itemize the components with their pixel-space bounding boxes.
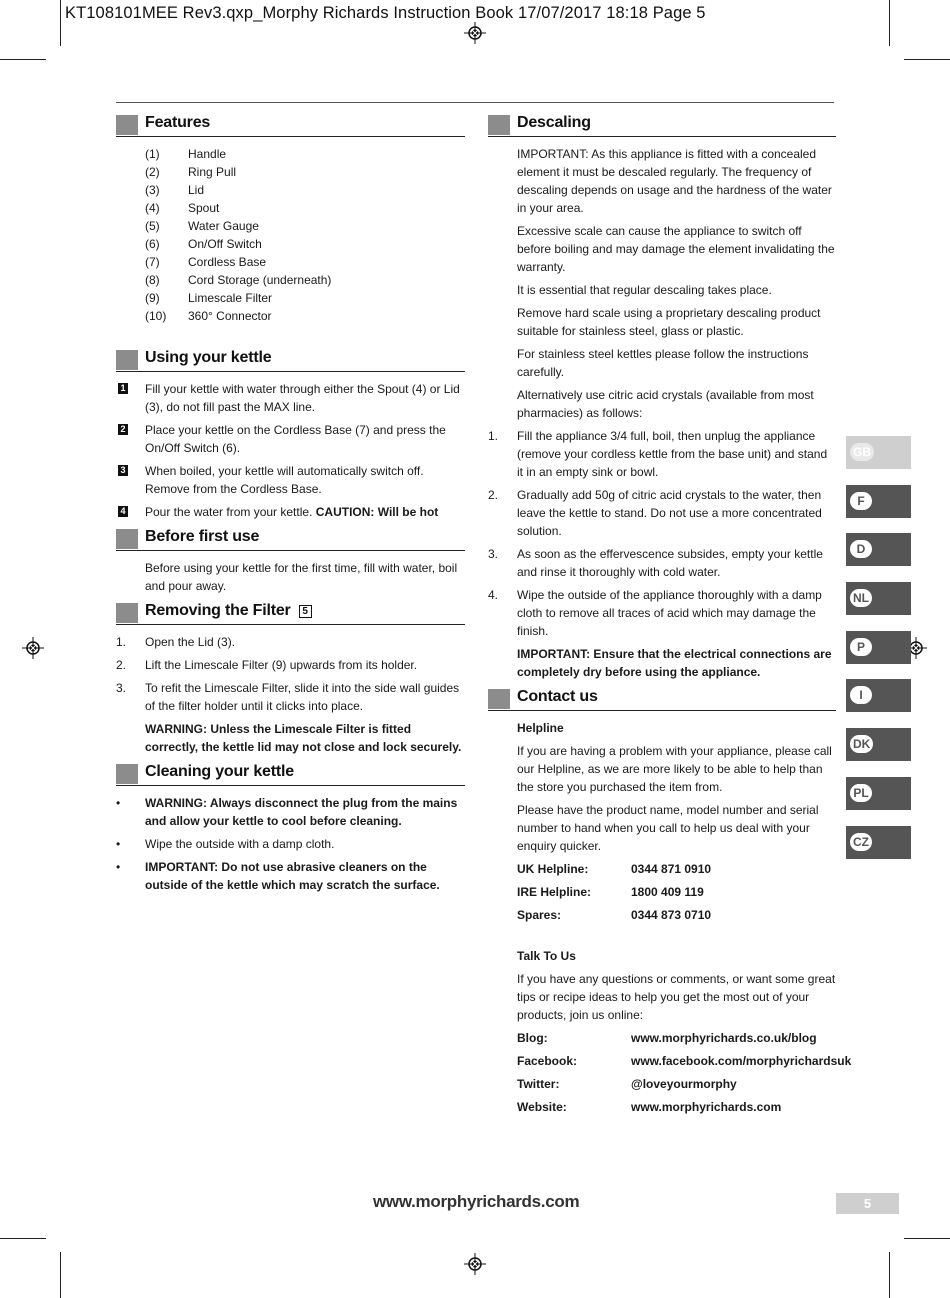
language-tab-label: F	[850, 492, 872, 510]
heading-bar	[116, 115, 138, 135]
feature-label: Water Gauge	[188, 219, 259, 233]
descaling-paragraph: Remove hard scale using a proprietary descaling product suitable for stainless steel, glass or plastic.	[517, 306, 821, 338]
feature-item	[116, 307, 465, 325]
section-heading	[488, 686, 836, 711]
helpline-text-2: Please have the product name, model number and serial number to hand when you call to help us deal with your enquiry quicker.	[517, 803, 819, 853]
step-text: Gradually add 50g of citric acid crystals to the water, then leave the kettle to stand. Do not use a more concentrated solution.	[517, 488, 822, 538]
feature-label: Lid	[188, 183, 205, 197]
language-tab-label: NL	[850, 589, 872, 607]
feature-item	[116, 163, 465, 181]
crop-mark	[889, 1252, 890, 1298]
heading-bar	[116, 764, 138, 784]
step-number: 1.	[488, 429, 499, 443]
contact-row	[488, 860, 836, 878]
language-tab-f[interactable]	[846, 485, 911, 518]
section-title: Descaling	[517, 114, 591, 131]
cleaning-section	[116, 761, 465, 894]
contact-label: Twitter:	[517, 1077, 560, 1091]
language-tab-d[interactable]	[846, 533, 911, 566]
helpline-heading: Helpline	[517, 721, 564, 735]
filter-section	[116, 600, 465, 756]
descaling-steps	[488, 427, 836, 640]
descaling-section	[488, 112, 836, 681]
crop-mark	[0, 59, 46, 60]
step-item	[116, 380, 465, 416]
figure-ref-badge: 5	[299, 605, 312, 618]
language-tab-nl[interactable]	[846, 582, 911, 615]
step-item	[116, 421, 465, 457]
contact-value[interactable]: www.facebook.com/morphyrichardsuk	[631, 1054, 852, 1068]
contact-value: 0344 873 0710	[631, 908, 712, 922]
language-tab-label: CZ	[850, 833, 872, 851]
section-title: Features	[145, 114, 211, 131]
contact-value: 1800 409 119	[631, 885, 704, 899]
step-item	[116, 633, 465, 651]
step-number: 3.	[116, 681, 127, 695]
feature-number: (1)	[145, 147, 160, 161]
section-heading	[116, 112, 465, 137]
talk-text: If you have any questions or comments, or want some great tips or recipe ideas to help you get the most out of your products, join us online:	[517, 972, 836, 1022]
filter-steps	[116, 633, 465, 715]
contact-section	[488, 686, 852, 1116]
step-text: Place your kettle on the Cordless Base (7) and press the On/Off Switch (6).	[145, 423, 446, 455]
descaling-paragraph: IMPORTANT: As this appliance is fitted with a concealed element it must be descaled regularly. The frequency of descaling depends on usage and the hardness of the water in your area.	[517, 147, 832, 215]
step-item	[116, 858, 465, 894]
feature-number: (6)	[145, 237, 160, 251]
step-text: As soon as the effervescence subsides, empty your kettle and rinse it thoroughly with cold water.	[517, 547, 823, 579]
descaling-paragraph: For stainless steel kettles please follow the instructions carefully.	[517, 347, 809, 379]
step-text: When boiled, your kettle will automatically switch off. Remove from the Cordless Base.	[145, 464, 424, 496]
feature-label: Ring Pull	[188, 165, 237, 179]
language-tab-label: PL	[850, 784, 872, 802]
contact-label: IRE Helpline:	[517, 885, 592, 899]
contact-row	[488, 1052, 852, 1070]
contact-value: 0344 871 0910	[631, 862, 712, 876]
language-tab-label: GB	[850, 443, 874, 461]
feature-item	[116, 289, 465, 307]
right-column	[488, 112, 852, 1121]
language-tab-p[interactable]	[846, 631, 911, 664]
using-section	[116, 347, 465, 521]
descaling-paragraph: It is essential that regular descaling takes place.	[517, 283, 772, 297]
step-text: To refit the Limescale Filter, slide it into the side wall guides of the filter holder until it clicks into place.	[145, 681, 460, 713]
step-item	[116, 794, 465, 830]
crop-mark	[904, 59, 950, 60]
heading-bar	[488, 115, 510, 135]
feature-number: (8)	[145, 273, 160, 287]
feature-number: (2)	[145, 165, 160, 179]
step-text: IMPORTANT: Do not use abrasive cleaners on the outside of the kettle which may scratch the surface.	[145, 860, 440, 892]
cleaning-items	[116, 794, 465, 894]
descaling-paragraphs	[488, 145, 836, 422]
contact-row	[488, 906, 836, 924]
section-title: Cleaning your kettle	[145, 763, 294, 780]
step-number: 1.	[116, 635, 127, 649]
language-tab-i[interactable]	[846, 679, 911, 712]
crop-mark	[60, 0, 61, 46]
contact-value[interactable]: @loveyourmorphy	[631, 1077, 737, 1091]
step-item	[116, 679, 465, 715]
step-item	[116, 656, 465, 674]
heading-bar	[488, 689, 510, 709]
step-item	[116, 462, 465, 498]
heading-bar	[116, 529, 138, 549]
crop-mark	[60, 1252, 61, 1298]
step-number-icon: 4	[118, 506, 128, 517]
heading-bar	[116, 603, 138, 623]
language-tab-label: P	[850, 638, 872, 656]
feature-label: Cordless Base	[188, 255, 267, 269]
top-rule	[116, 102, 834, 103]
heading-bar	[116, 350, 138, 370]
step-number-icon: 1	[118, 383, 128, 394]
step-number: 3.	[488, 547, 499, 561]
language-tab-label: I	[850, 686, 872, 704]
feature-item	[116, 271, 465, 289]
feature-label: Spout	[188, 201, 220, 215]
step-item	[488, 427, 836, 481]
feature-item	[116, 145, 465, 163]
feature-label: Limescale Filter	[188, 291, 273, 305]
filter-warning: WARNING: Unless the Limescale Filter is fitted correctly, the kettle lid may not close and lock securely.	[145, 722, 462, 754]
step-text: Open the Lid (3).	[145, 635, 236, 649]
phone-list	[488, 860, 836, 924]
feature-item	[116, 199, 465, 217]
feature-label: Cord Storage (underneath)	[188, 273, 332, 287]
descaling-paragraph: Excessive scale can cause the appliance to switch off before boiling and may damage the element invalidating the warranty.	[517, 224, 835, 274]
feature-number: (10)	[145, 309, 167, 323]
section-title: Using your kettle	[145, 349, 272, 366]
section-heading	[116, 347, 465, 372]
contact-label: Blog:	[517, 1031, 548, 1045]
contact-row	[488, 1098, 836, 1116]
step-caution: CAUTION: Will be hot	[315, 505, 439, 519]
step-text: Wipe the outside with a damp cloth.	[145, 837, 335, 851]
feature-number: (7)	[145, 255, 160, 269]
talk-heading: Talk To Us	[517, 949, 576, 963]
features-section	[116, 112, 465, 325]
step-text: Fill your kettle with water through either the Spout (4) or Lid (3), do not fill past the MAX line.	[145, 382, 460, 414]
features-list	[116, 145, 465, 325]
step-number: •	[116, 860, 121, 874]
section-title	[145, 602, 312, 620]
step-item	[488, 586, 836, 640]
language-tab-dk[interactable]	[846, 728, 911, 761]
contact-label: Facebook:	[517, 1054, 578, 1068]
language-tab-pl[interactable]	[846, 777, 911, 810]
step-number: •	[116, 796, 121, 810]
step-item	[116, 835, 465, 853]
registration-mark-icon	[464, 22, 486, 44]
helpline-text: If you are having a problem with your appliance, please call our Helpline, as we are more likely to be able to help than the store you purchased the item from.	[517, 744, 832, 794]
feature-item	[116, 235, 465, 253]
contact-value[interactable]: www.morphyrichards.co.uk/blog	[631, 1031, 817, 1045]
contact-label: Spares:	[517, 908, 562, 922]
feature-number: (9)	[145, 291, 160, 305]
crop-mark	[0, 1238, 46, 1239]
print-slug-header: KT108101MEE Rev3.qxp_Morphy Richards Instruction Book 17/07/2017 18:18 Page 5	[65, 4, 706, 22]
step-number-icon: 2	[118, 424, 128, 435]
registration-mark-icon	[464, 1253, 486, 1275]
section-heading	[116, 600, 465, 625]
before-text: Before using your kettle for the first time, fill with water, boil and pour away.	[145, 561, 458, 593]
language-tab-label: DK	[850, 735, 873, 753]
language-tabs	[846, 436, 911, 874]
section-title-text: Removing the Filter	[145, 602, 291, 619]
contact-label: Website:	[517, 1100, 567, 1114]
feature-item	[116, 217, 465, 235]
step-number: 4.	[488, 588, 499, 602]
contact-value[interactable]: www.morphyrichards.com	[631, 1100, 782, 1114]
language-tab-gb[interactable]	[846, 436, 911, 469]
section-heading	[488, 112, 836, 137]
language-tab-label: D	[850, 540, 872, 558]
step-text: Lift the Limescale Filter (9) upwards from its holder.	[145, 658, 418, 672]
step-text: Fill the appliance 3/4 full, boil, then unplug the appliance (remove your cordless kettle from the base unit) and stand it in an empty sink or bowl.	[517, 429, 828, 479]
step-item	[116, 503, 465, 521]
footer-url[interactable]: www.morphyrichards.com	[373, 1192, 580, 1211]
feature-item	[116, 253, 465, 271]
section-title: Before first use	[145, 528, 260, 545]
using-steps	[116, 380, 465, 521]
section-heading	[116, 761, 465, 786]
step-item	[488, 486, 836, 540]
step-number: •	[116, 837, 121, 851]
contact-row	[488, 1075, 836, 1093]
before-section	[116, 526, 465, 595]
feature-item	[116, 181, 465, 199]
link-list	[488, 1029, 852, 1116]
feature-label: Handle	[188, 147, 227, 161]
language-tab-cz[interactable]	[846, 826, 911, 859]
contact-row	[488, 883, 836, 901]
step-item	[488, 545, 836, 581]
descaling-paragraph: Alternatively use citric acid crystals (available from most pharmacies) as follows:	[517, 388, 814, 420]
step-number: 2.	[116, 658, 127, 672]
feature-number: (3)	[145, 183, 160, 197]
step-number: 2.	[488, 488, 499, 502]
registration-mark-icon	[22, 637, 44, 659]
left-column	[116, 112, 465, 899]
crop-mark	[904, 1238, 950, 1239]
step-text: Wipe the outside of the appliance thoroughly with a damp cloth to remove all traces of acid which may damage the finish.	[517, 588, 822, 638]
step-text: Pour the water from your kettle.	[145, 505, 316, 519]
feature-number: (4)	[145, 201, 160, 215]
contact-row	[488, 1029, 836, 1047]
descaling-important: IMPORTANT: Ensure that the electrical connections are completely dry before using the appliance.	[517, 647, 832, 679]
section-title: Contact us	[517, 688, 598, 705]
page-number: 5	[836, 1193, 899, 1214]
contact-label: UK Helpline:	[517, 862, 589, 876]
section-heading	[116, 526, 465, 551]
step-text: WARNING: Always disconnect the plug from the mains and allow your kettle to cool before cleaning.	[145, 796, 458, 828]
crop-mark	[889, 0, 890, 46]
feature-label: 360° Connector	[188, 309, 272, 323]
step-number-icon: 3	[118, 465, 128, 476]
feature-number: (5)	[145, 219, 160, 233]
feature-label: On/Off Switch	[188, 237, 262, 251]
